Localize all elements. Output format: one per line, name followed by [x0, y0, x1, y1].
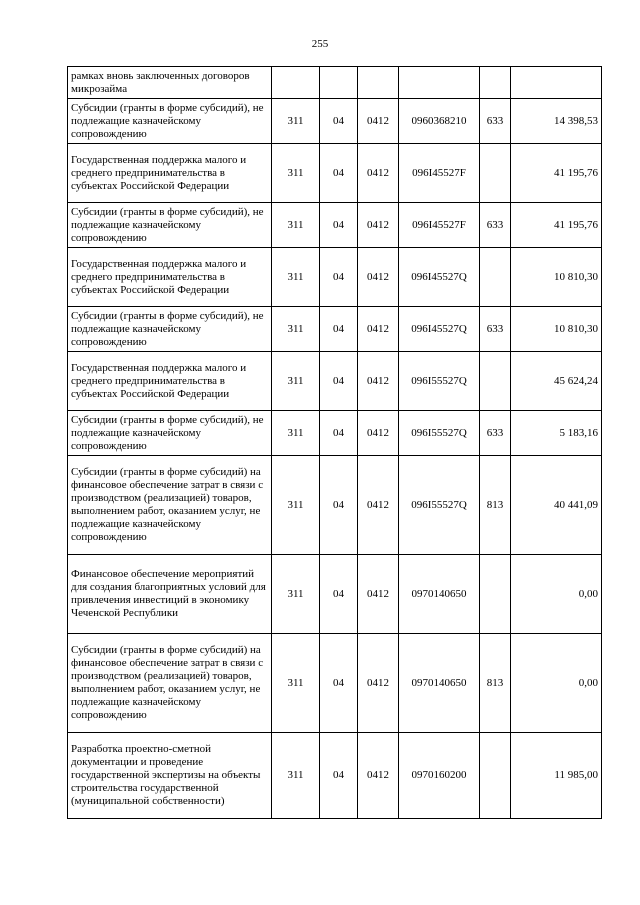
row-subsection-code: 0412: [358, 733, 399, 819]
row-expense-type: 633: [480, 411, 511, 456]
table-row: [68, 456, 602, 555]
row-sum: 0,00: [511, 634, 602, 733]
row-name: Субсидии (гранты в форме субсидий) на финансовое обеспечение затрат в связи с производством (реализацией) товаров, выполнением работ, оказанием услуг, не подлежащие казначейскому сопровождению: [68, 456, 272, 555]
row-name: Субсидии (гранты в форме субсидий), не подлежащие казначейскому сопровождению: [68, 99, 272, 144]
row-section-code: [320, 67, 358, 99]
row-expense-type: [480, 352, 511, 411]
row-target-code: 096I45527F: [399, 144, 480, 203]
row-sum: 0,00: [511, 555, 602, 634]
row-section-code: 04: [320, 352, 358, 411]
table-row: [68, 99, 602, 144]
row-admin-code: 311: [272, 555, 320, 634]
row-admin-code: 311: [272, 307, 320, 352]
row-sum: 10 810,30: [511, 248, 602, 307]
row-target-code: 096I45527F: [399, 203, 480, 248]
row-admin-code: 311: [272, 634, 320, 733]
row-section-code: 04: [320, 555, 358, 634]
row-sum: 45 624,24: [511, 352, 602, 411]
table-row: [68, 352, 602, 411]
row-target-code: 096I55527Q: [399, 411, 480, 456]
row-name: Субсидии (гранты в форме субсидий) на финансовое обеспечение затрат в связи с производством (реализацией) товаров, выполнением работ, оказанием услуг, не подлежащие казначейскому сопровождению: [68, 634, 272, 733]
row-section-code: 04: [320, 456, 358, 555]
row-subsection-code: 0412: [358, 99, 399, 144]
row-expense-type: [480, 144, 511, 203]
table-row: [68, 203, 602, 248]
table-row: [68, 144, 602, 203]
row-name: Разработка проектно-сметной документации и проведение государственной экспертизы на объекты строительства государственной (муниципальной собственности): [68, 733, 272, 819]
row-subsection-code: 0412: [358, 248, 399, 307]
row-target-code: 096I45527Q: [399, 307, 480, 352]
row-target-code: 096I55527Q: [399, 456, 480, 555]
row-section-code: 04: [320, 203, 358, 248]
row-section-code: 04: [320, 248, 358, 307]
row-admin-code: 311: [272, 352, 320, 411]
row-expense-type: 633: [480, 307, 511, 352]
row-subsection-code: 0412: [358, 456, 399, 555]
row-target-code: 096I45527Q: [399, 248, 480, 307]
table-row: [68, 307, 602, 352]
row-section-code: 04: [320, 411, 358, 456]
row-expense-type: 813: [480, 456, 511, 555]
row-sum: 10 810,30: [511, 307, 602, 352]
table-row: [68, 248, 602, 307]
row-admin-code: 311: [272, 733, 320, 819]
row-section-code: 04: [320, 307, 358, 352]
row-section-code: 04: [320, 144, 358, 203]
row-admin-code: 311: [272, 248, 320, 307]
row-admin-code: 311: [272, 411, 320, 456]
row-subsection-code: 0412: [358, 144, 399, 203]
row-admin-code: [272, 67, 320, 99]
table-row: [68, 733, 602, 819]
row-admin-code: 311: [272, 203, 320, 248]
row-target-code: 0960368210: [399, 99, 480, 144]
row-sum: 40 441,09: [511, 456, 602, 555]
row-name: Государственная поддержка малого и среднего предпринимательства в субъектах Российской Федерации: [68, 352, 272, 411]
row-subsection-code: 0412: [358, 307, 399, 352]
table-row: [68, 634, 602, 733]
row-expense-type: 633: [480, 99, 511, 144]
row-sum: 11 985,00: [511, 733, 602, 819]
row-target-code: 0970140650: [399, 555, 480, 634]
row-subsection-code: 0412: [358, 555, 399, 634]
row-name: Государственная поддержка малого и среднего предпринимательства в субъектах Российской Федерации: [68, 248, 272, 307]
row-target-code: 096I55527Q: [399, 352, 480, 411]
row-subsection-code: [358, 67, 399, 99]
row-name: Субсидии (гранты в форме субсидий), не подлежащие казначейскому сопровождению: [68, 411, 272, 456]
row-sum: 14 398,53: [511, 99, 602, 144]
row-admin-code: 311: [272, 99, 320, 144]
page-number: 255: [311, 38, 329, 50]
row-target-code: 0970160200: [399, 733, 480, 819]
row-subsection-code: 0412: [358, 411, 399, 456]
row-section-code: 04: [320, 634, 358, 733]
row-subsection-code: 0412: [358, 634, 399, 733]
row-name: Субсидии (гранты в форме субсидий), не подлежащие казначейскому сопровождению: [68, 203, 272, 248]
row-expense-type: [480, 555, 511, 634]
row-section-code: 04: [320, 733, 358, 819]
row-expense-type: [480, 248, 511, 307]
budget-table: [67, 66, 602, 819]
row-expense-type: [480, 67, 511, 99]
row-name: рамках вновь заключенных договоров микрозайма: [68, 67, 272, 99]
row-name: Государственная поддержка малого и среднего предпринимательства в субъектах Российской Федерации: [68, 144, 272, 203]
row-admin-code: 311: [272, 144, 320, 203]
row-sum: 41 195,76: [511, 144, 602, 203]
table-row: [68, 555, 602, 634]
row-name: Субсидии (гранты в форме субсидий), не подлежащие казначейскому сопровождению: [68, 307, 272, 352]
table-row: [68, 67, 602, 99]
row-name: Финансовое обеспечение мероприятий для создания благоприятных условий для привлечения инвестиций в экономику Чеченской Республики: [68, 555, 272, 634]
row-expense-type: 633: [480, 203, 511, 248]
row-section-code: 04: [320, 99, 358, 144]
row-subsection-code: 0412: [358, 352, 399, 411]
row-expense-type: [480, 733, 511, 819]
row-sum: [511, 67, 602, 99]
table-row: [68, 411, 602, 456]
row-target-code: 0970140650: [399, 634, 480, 733]
row-target-code: [399, 67, 480, 99]
row-expense-type: 813: [480, 634, 511, 733]
row-sum: 41 195,76: [511, 203, 602, 248]
row-subsection-code: 0412: [358, 203, 399, 248]
row-sum: 5 183,16: [511, 411, 602, 456]
row-admin-code: 311: [272, 456, 320, 555]
